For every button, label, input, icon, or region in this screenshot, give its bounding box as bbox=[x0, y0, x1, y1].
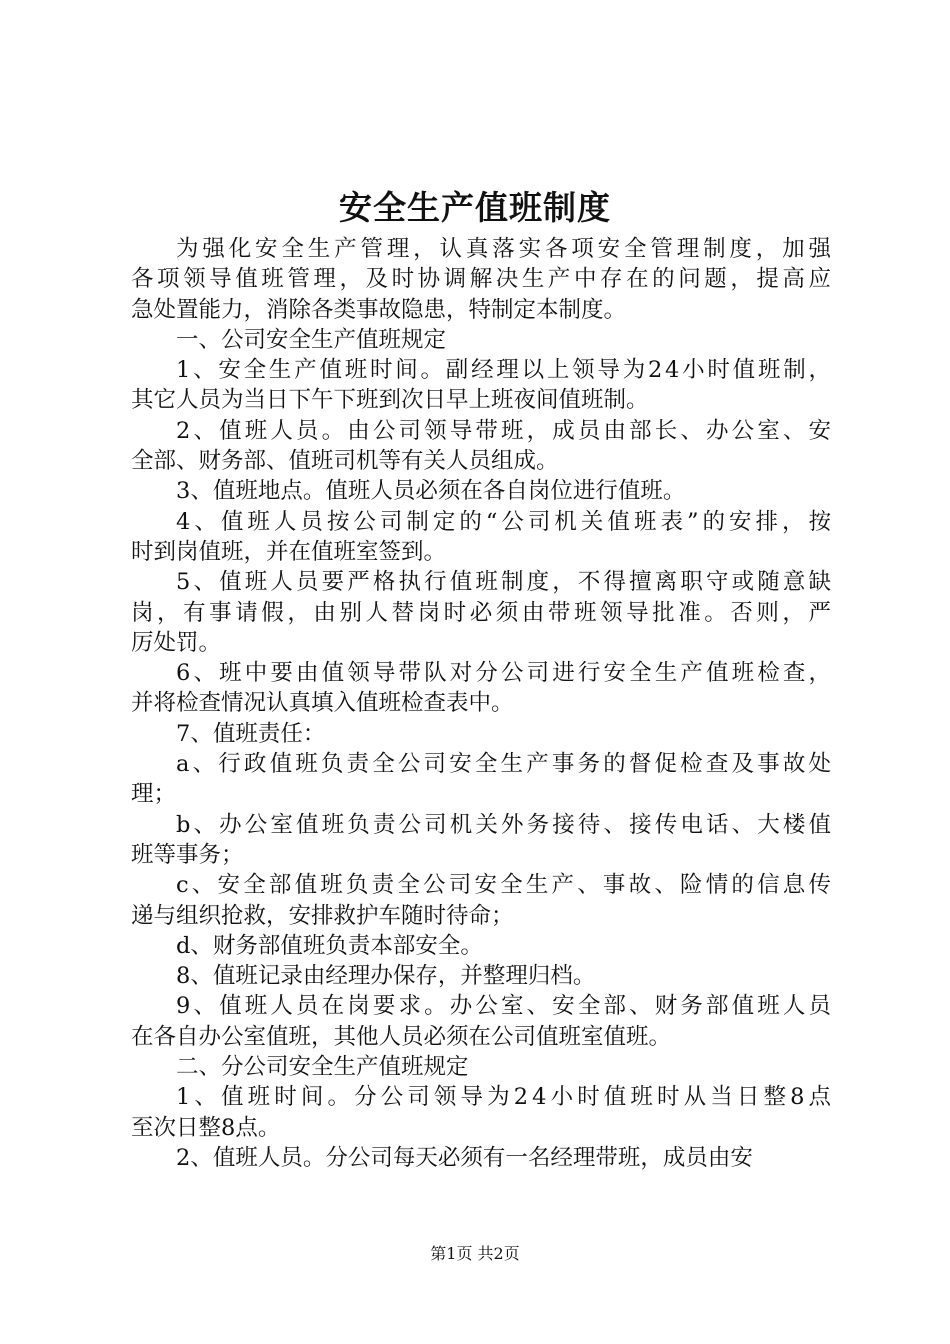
paragraph bbox=[131, 234, 835, 325]
paragraph-line: 急处置能力，消除各类事故隐患，特制定本制度。 bbox=[131, 296, 627, 323]
paragraph-line: 岗，有事请假，由别人替岗时必须由带班领导批准。否则，严 bbox=[131, 599, 835, 626]
paragraph bbox=[131, 1143, 831, 1173]
paragraph-line: 6、班中要由值领导带队对分公司进行安全生产值班检查， bbox=[176, 660, 835, 687]
paragraph-line: 至次日整8点。 bbox=[131, 1114, 281, 1141]
paragraph bbox=[131, 416, 835, 477]
paragraph-line: 一、公司安全生产值班规定 bbox=[176, 326, 447, 353]
paragraph bbox=[131, 325, 831, 355]
paragraph bbox=[131, 931, 831, 961]
paragraph-line: 时到岗值班，并在值班室签到。 bbox=[131, 538, 447, 565]
paragraph bbox=[131, 961, 831, 991]
paragraph bbox=[131, 749, 835, 810]
paragraph-line: 9、值班人员在岗要求。办公室、安全部、财务部值班人员 bbox=[176, 993, 835, 1020]
paragraph-line: 2、值班人员。分公司每天必须有一名经理带班，成员由安 bbox=[176, 1144, 753, 1171]
paragraph-line: c、安全部值班负责全公司安全生产、事故、险情的信息传 bbox=[176, 872, 835, 899]
paragraph-line: 班等事务； bbox=[131, 841, 244, 868]
paragraph-line: 并将检查情况认真填入值班检查表中。 bbox=[131, 690, 514, 717]
paragraph-line: 二、分公司安全生产值班规定 bbox=[176, 1054, 469, 1081]
paragraph-line: 厉处罚。 bbox=[131, 629, 222, 656]
paragraph-line: 1、安全生产值班时间。副经理以上领导为24小时值班制， bbox=[176, 357, 834, 384]
paragraph-line: 2、值班人员。由公司领导带班，成员由部长、办公室、安 bbox=[176, 417, 835, 444]
document-body bbox=[131, 234, 836, 1173]
document-title: 安全生产值班制度 bbox=[339, 188, 611, 227]
paragraph-line: 在各自办公室值班，其他人员必须在公司值班室值班。 bbox=[131, 1023, 672, 1050]
paragraph-line: 全部、财务部、值班司机等有关人员组成。 bbox=[131, 448, 559, 475]
paragraph-line: 5、值班人员要严格执行值班制度，不得擅离职守或随意缺 bbox=[176, 569, 835, 596]
paragraph bbox=[131, 507, 836, 568]
paragraph bbox=[131, 355, 834, 416]
paragraph-line: 7、值班责任： bbox=[176, 720, 326, 747]
paragraph bbox=[131, 1082, 836, 1143]
paragraph bbox=[131, 658, 835, 719]
paragraph-line: 4、值班人员按公司制定的“公司机关值班表”的安排，按 bbox=[176, 508, 836, 535]
paragraph-line: 递与组织抢救，安排救护车随时待命； bbox=[131, 902, 514, 929]
page-footer: 第1页 共2页 bbox=[430, 1244, 520, 1263]
paragraph-line: b、办公室值班负责公司机关外务接待、接传电话、大楼值 bbox=[176, 811, 835, 838]
paragraph-line: 理； bbox=[131, 781, 177, 808]
paragraph bbox=[131, 567, 835, 658]
paragraph bbox=[131, 870, 835, 931]
paragraph-line: d、财务部值班负责本部安全。 bbox=[176, 932, 483, 959]
paragraph bbox=[131, 991, 835, 1052]
paragraph-line: 各项领导值班管理，及时协调解决生产中存在的问题，提高应 bbox=[131, 266, 835, 293]
paragraph-line: a、行政值班负责全公司安全生产事务的督促检查及事故处 bbox=[176, 751, 835, 778]
paragraph-line: 3、值班地点。值班人员必须在各自岗位进行值班。 bbox=[176, 478, 686, 505]
paragraph bbox=[131, 476, 831, 506]
paragraph-line: 其它人员为当日下午下班到次日早上班夜间值班制。 bbox=[131, 387, 649, 414]
paragraph bbox=[131, 810, 835, 871]
paragraph bbox=[131, 1052, 831, 1082]
paragraph-line: 1、值班时间。分公司领导为24小时值班时从当日整8点 bbox=[176, 1084, 836, 1111]
paragraph-line: 8、值班记录由经理办保存，并整理归档。 bbox=[176, 963, 596, 990]
paragraph-line: 为强化安全生产管理，认真落实各项安全管理制度，加强 bbox=[176, 236, 835, 262]
paragraph bbox=[131, 719, 831, 749]
